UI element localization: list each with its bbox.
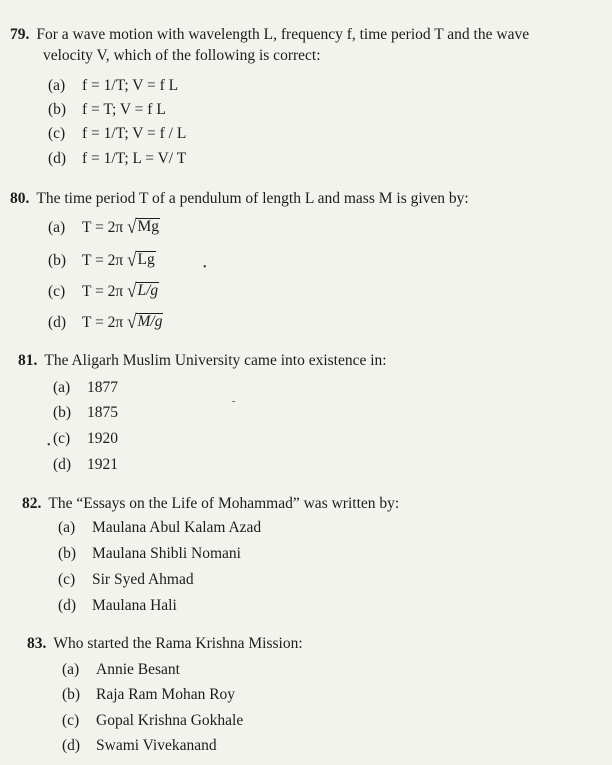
question-text: The “Essays on the Life of Mohammad” was written by: [48, 495, 400, 512]
formula-prefix: T = 2π [82, 283, 124, 300]
radicand: L/g [137, 282, 159, 299]
option-83-b [62, 686, 235, 704]
radical-sign: √ [127, 310, 137, 333]
pencil-dash: ‑ [232, 396, 236, 407]
option-text: f = 1/T; V = f / L [82, 125, 187, 142]
option-text: 1875 [87, 404, 118, 421]
option-text: f = 1/T; L = V/ T [82, 150, 187, 167]
option-label: (d) [48, 150, 67, 167]
square-root [127, 279, 159, 302]
option-82-c [58, 571, 194, 589]
option-83-c [62, 712, 243, 730]
option-label: (c) [62, 712, 80, 729]
question-text: Who started the Rama Krishna Mission: [53, 635, 303, 652]
option-text: Swami Vivekanand [96, 737, 217, 754]
option-label: (a) [48, 219, 66, 236]
option-label: (d) [62, 737, 81, 754]
square-root [127, 248, 156, 271]
option-text: Annie Besant [96, 661, 180, 678]
option-label: (d) [48, 314, 67, 331]
radical-sign: √ [127, 248, 137, 271]
option-label: (c) [58, 571, 76, 588]
question-text-line-1: For a wave motion with wavelength L, frequency f, time period T and the wave [36, 26, 530, 43]
option-text: Gopal Krishna Gokhale [96, 712, 244, 729]
option-text: f = 1/T; V = f L [82, 77, 179, 94]
option-text: Maulana Shibli Nomani [92, 545, 241, 562]
option-82-d [58, 597, 177, 615]
option-82-a [58, 519, 261, 537]
option-text: 1921 [87, 456, 118, 473]
formula-prefix: T = 2π [82, 314, 124, 331]
question-80 [10, 188, 605, 209]
option-label: (a) [53, 379, 71, 396]
formula-prefix: T = 2π [82, 219, 124, 236]
question-text [10, 24, 605, 45]
option-label: (b) [48, 101, 67, 118]
option-79-c [48, 125, 186, 143]
option-label: (b) [62, 686, 81, 703]
option-81-d [53, 456, 118, 474]
option-79-b [48, 101, 166, 119]
option-83-d [62, 737, 217, 755]
option-label: (b) [58, 545, 77, 562]
option-text: f = T; V = f L [82, 101, 166, 118]
option-label: (d) [53, 456, 72, 473]
option-label: (a) [48, 77, 66, 94]
option-label: (c) [48, 283, 66, 300]
square-root [127, 310, 163, 333]
radical-sign: √ [127, 215, 137, 238]
option-label: (c) [53, 430, 71, 447]
option-text: Sir Syed Ahmad [92, 571, 194, 588]
question-number: 80. [10, 190, 30, 207]
option-label: (a) [62, 661, 80, 678]
question-number: 82. [22, 495, 42, 512]
pencil-dot: • [203, 262, 207, 273]
option-80-c [48, 279, 159, 302]
radical-sign: √ [127, 279, 137, 302]
option-81-c [53, 430, 118, 448]
option-label: (a) [58, 519, 76, 536]
pencil-dot: • [47, 440, 51, 451]
option-80-b [48, 248, 156, 271]
option-text: Maulana Abul Kalam Azad [92, 519, 262, 536]
option-82-b [58, 545, 241, 563]
question-79 [10, 24, 605, 66]
option-label: (d) [58, 597, 77, 614]
option-text: 1920 [87, 430, 118, 447]
question-text: The Aligarh Muslim University came into existence in: [44, 352, 387, 369]
option-79-d [48, 150, 186, 168]
option-79-a [48, 77, 178, 95]
radicand: Mg [137, 218, 160, 235]
question-81 [18, 350, 608, 371]
question-text-line-2: velocity V, which of the following is correct: [43, 47, 321, 64]
question-83 [27, 633, 607, 654]
option-label: (c) [48, 125, 66, 142]
formula-prefix: T = 2π [82, 252, 124, 269]
square-root [127, 215, 160, 238]
option-80-a [48, 215, 160, 238]
option-text: 1877 [87, 379, 118, 396]
question-number: 79. [10, 26, 30, 43]
option-text: Raja Ram Mohan Roy [96, 686, 236, 703]
option-80-d [48, 310, 163, 333]
question-number: 83. [27, 635, 47, 652]
option-text: Maulana Hali [92, 597, 177, 614]
option-81-a [53, 379, 118, 397]
question-82 [22, 493, 607, 514]
option-83-a [62, 661, 180, 679]
option-label: (b) [53, 404, 72, 421]
question-number: 81. [18, 352, 38, 369]
radicand: M/g [137, 313, 163, 330]
option-label: (b) [48, 252, 67, 269]
radicand: Lg [137, 251, 155, 268]
question-text: The time period T of a pendulum of length L and mass M is given by: [36, 190, 469, 207]
option-81-b [53, 404, 118, 422]
